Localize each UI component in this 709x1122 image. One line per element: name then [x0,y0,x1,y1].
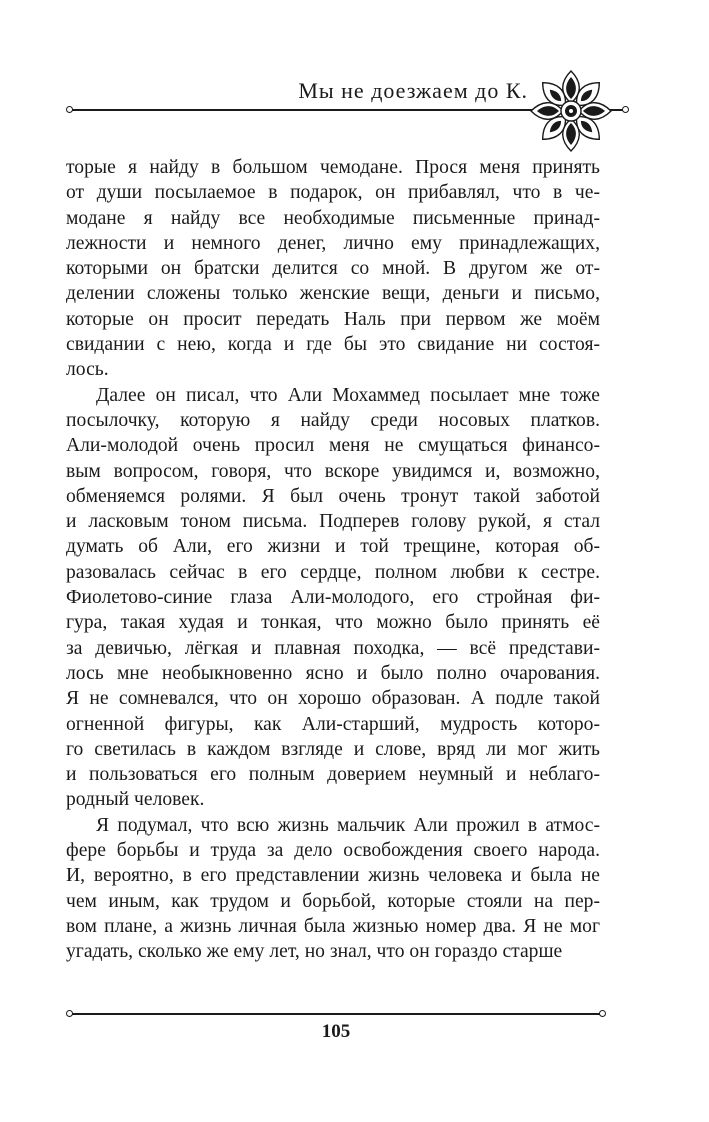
text-line: вом плане, а жизнь личная была жизнью номер два. Я не мог [66,915,600,937]
text-line: го светилась в каждом взгляде и слове, вряд ли мог жить [66,738,600,760]
paragraph [66,383,600,813]
text-line: огненной фигуры, как Али-старший, мудрость которо- [66,713,600,735]
footer-rule [72,1013,602,1015]
text-line: лежности и немного денег, лично ему принадлежащих, [66,232,600,254]
text-line: лось мне необыкновенно ясно и было полно очарования. [66,662,600,684]
text-line: обменяемся ролями. Я был очень тронут такой заботой [66,485,600,507]
page-body-text [66,155,600,965]
page-number: 105 [321,1021,351,1042]
paragraph [66,155,600,383]
text-line: и ласковым тоном письма. Подперев голову рукой, я стал [66,511,600,533]
text-line: Я не сомневался, что он хорошо образован. А подле такой [66,688,600,710]
footer-rule-right-dot [599,1010,606,1017]
text-line: гура, такая худая и тонкая, что можно было принять её [66,612,600,634]
text-line: вым вопросом, говоря, что вскоре увидимся и, возможно, [66,460,600,482]
footer-rule-left-dot [66,1010,73,1017]
header-rule [72,109,538,111]
text-line: фере борьбы и труда за дело освобождения своего народа. [66,840,600,862]
text-line: посылочку, которую я найду среди носовых платков. [66,409,600,431]
text-line: за девичью, лёгкая и плавная походка, — всё представи- [66,637,600,659]
text-line: чем иным, как трудом и борьбой, которые стояли на пер- [66,890,600,912]
text-line: от души посылаемое в подарок, он прибавлял, что в че- [66,182,600,204]
text-line: угадать, сколько же ему лет, но знал, что он гораздо старше [66,941,563,963]
running-title: Мы не доезжаем до К. [298,78,528,103]
text-line: лось. [66,359,109,381]
text-line: свидании с нею, когда и где бы это свидание ни состоя- [66,334,600,356]
text-line: думать об Али, его жизни и той трещине, которая об- [66,536,600,558]
text-line: которыми он братски делится со мной. В другом же от- [66,258,600,280]
text-line: торые я найду в большом чемодане. Прося меня принять [66,157,600,178]
running-header [66,76,626,136]
text-line: делении сложены только женские вещи, деньги и письмо, [66,283,600,305]
text-line: Фиолетово-синие глаза Али-молодого, его стройная фи- [66,587,600,609]
text-line: Али-молодой очень просил меня не смущаться финансо- [66,435,600,457]
text-line: и пользоваться его полным доверием неумный и неблаго- [66,764,600,786]
lotus-ornament-icon [528,68,614,154]
header-rule-right-dot [622,106,629,113]
text-line: родный человек. [66,789,205,811]
text-line: модане я найду все необходимые письменные принад- [66,207,600,229]
text-line: которые он просит передать Наль при первом же моём [66,308,600,330]
text-line: Я подумал, что всю жизнь мальчик Али прожил в атмос- [96,814,600,836]
text-line: И, вероятно, в его представлении жизнь человека и была не [66,865,600,887]
page-footer [66,1000,626,1050]
paragraph [66,813,600,965]
header-rule-left-dot [66,106,73,113]
text-line: Далее он писал, что Али Мохаммед посылает мне тоже [96,384,600,406]
text-line: разовалась сейчас в его сердце, полном любви к сестре. [66,561,600,583]
